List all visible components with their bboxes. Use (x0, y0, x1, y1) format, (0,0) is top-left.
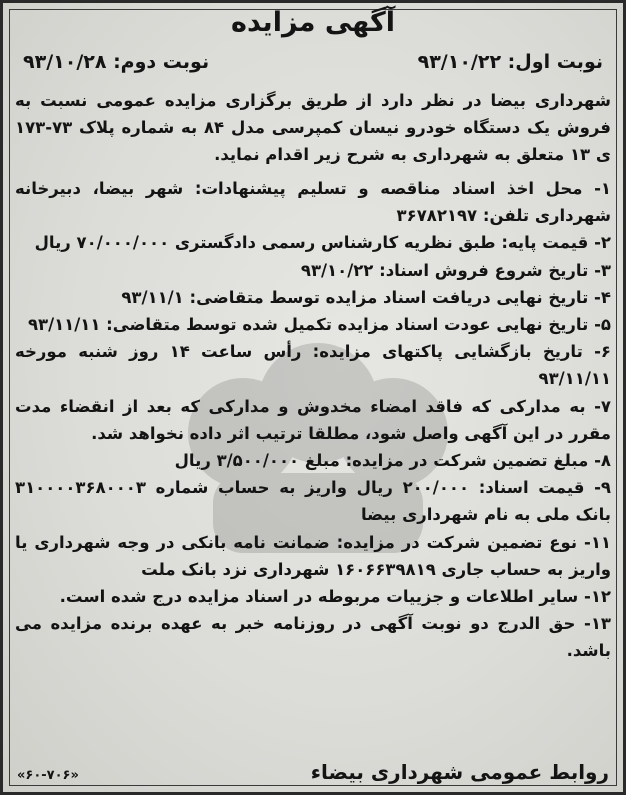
notice-item: ۷- به مدارکی که فاقد امضاء مخدوش و مدارکی که بعد از انقضاء مدت مقرر در این آگهی واصل شود، مطلقا ترتیب اثر داده نخواهد شد. (15, 396, 611, 443)
ad-code: «۶۰-۷۰۶» (17, 768, 79, 783)
notice-dates (23, 51, 603, 73)
notice-item: ۱۳- حق الدرج دو نوبت آگهی در روزنامه خبر به عهده برنده مزایده می باشد. (15, 614, 611, 661)
notice-item: ۱- محل اخذ اسناد مناقصه و تسلیم پیشنهادات: شهر بیضا، دبیرخانه شهرداری تلفن: ۳۶۷۸۲۱۹۷ (15, 179, 611, 226)
notice-item: ۶- تاریخ بازگشایی پاکتهای مزایده: رأس ساعت ۱۴ روز شنبه مورخه ۹۳/۱۱/۱۱ (15, 342, 611, 389)
notice-item: ۳- تاریخ شروع فروش اسناد: ۹۳/۱۰/۲۲ (300, 260, 611, 280)
notice-item: ۹- قیمت اسناد: ۲۰۰/۰۰۰ ریال واریز به حساب شماره ۳۱۰۰۰۰۳۶۸۰۰۰۳ بانک ملی به نام شهرداری بیضا (15, 478, 611, 525)
notice-title: آگهی مزایده (231, 7, 395, 38)
notice-footer (17, 760, 609, 784)
notice-item: ۱۲- سایر اطلاعات و جزییات مربوطه در اسناد مزایده درج شده است. (59, 587, 611, 607)
notice-items (15, 175, 611, 665)
notice-item: ۵- تاریخ نهایی عودت اسناد مزایده تکمیل شده توسط متقاضی: ۹۳/۱۱/۱۱ (27, 315, 611, 335)
second-notice-date: نوبت دوم: ۹۳/۱۰/۲۸ (23, 51, 210, 73)
notice-item: ۴- تاریخ نهایی دریافت اسناد مزایده توسط متقاضی: ۹۳/۱۱/۱ (121, 287, 611, 307)
notice-item: ۱۱- نوع تضمین شرکت در مزایده: ضمانت نامه بانکی در وجه شهرداری یا واریز به حساب جاری ۱۶۰۶۶۳۹۸۱۹ شهرداری نزد بانک ملت (15, 532, 611, 579)
first-notice-date: نوبت اول: ۹۳/۱۰/۲۲ (417, 51, 603, 73)
notice-intro: شهرداری بیضا در نظر دارد از طریق برگزاری مزایده عمومی نسبت به فروش یک دستگاه خودرو نیسان کمپرسی مدل ۸۴ به شماره پلاک ۷۳-۱۷۳ ی ۱۳ متعلق به شهرداری به شرح زیر اقدام نماید. (15, 91, 611, 164)
notice-item: ۲- قیمت پایه: طبق نظریه کارشناس رسمی دادگستری ۷۰/۰۰۰/۰۰۰ ریال (34, 233, 611, 253)
signature: روابط عمومی شهرداری بیضاء (310, 760, 609, 784)
notice-item: ۸- مبلغ تضمین شرکت در مزایده: مبلغ ۳/۵۰۰/۰۰۰ ریال (174, 451, 611, 471)
